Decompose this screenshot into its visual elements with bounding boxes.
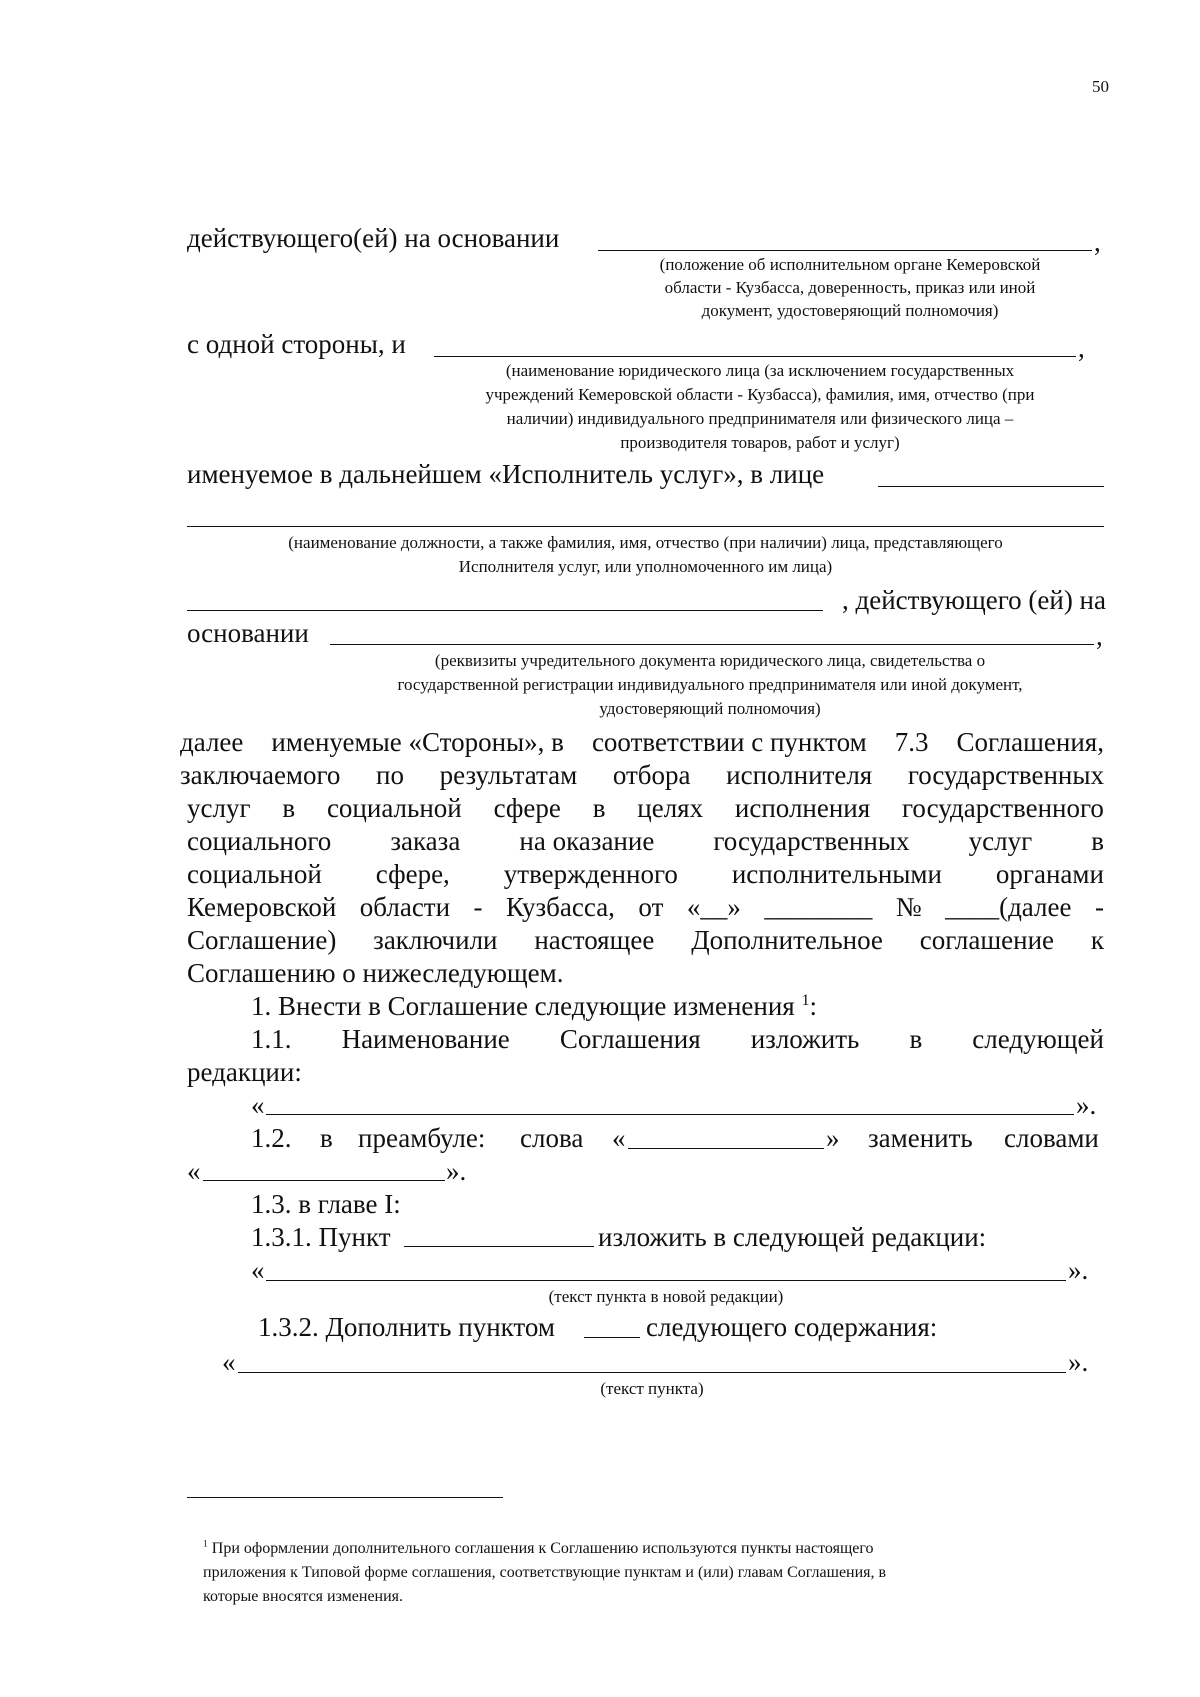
word: в (592, 793, 606, 823)
item-1-1 (251, 1023, 1104, 1055)
word: исполнительными (731, 859, 942, 889)
footnote-text-1: При оформлении дополнительного соглашения к Соглашению используются пункты настоящего (211, 1540, 874, 1557)
block2-note-3: наличии) индивидуального предпринимателя или физического лица – (506, 409, 1014, 428)
item-1-2-cont-open: « (187, 1156, 201, 1186)
quote-blank-3 (238, 1372, 1066, 1373)
block3-blank-full (187, 526, 1104, 527)
word: от (638, 892, 664, 922)
item-1-2-words: слова (520, 1123, 584, 1153)
word: 7.3 (894, 727, 929, 757)
item-1-2-num: 1.2. (251, 1123, 292, 1153)
word: именуемые «Стороны», в (271, 727, 564, 757)
word: заключаемого (180, 760, 341, 790)
word: сфере, (375, 859, 450, 889)
paragraph-line-3 (187, 792, 1104, 824)
word: сфере (493, 793, 561, 823)
quote-open-2: « (251, 1255, 265, 1285)
footnote-ref: 1 (801, 991, 810, 1009)
item-1-3-2-a: 1.3.2. Дополнить пунктом (258, 1312, 555, 1342)
item-1-text: 1. Внести в Соглашение следующие изменения (251, 991, 795, 1021)
block2-note-4: производителя товаров, работ и услуг) (620, 433, 900, 452)
word: государственных (713, 826, 910, 856)
item-1-3-1-note: (текст пункта в новой редакции) (548, 1287, 784, 1306)
paragraph-line-5 (187, 858, 1104, 890)
block2-lead: с одной стороны, и (187, 329, 406, 359)
block1-note-3: документ, удостоверяющий полномочия) (701, 301, 999, 320)
block1-comma: , (1094, 227, 1101, 257)
block4-comma: , (1096, 621, 1103, 651)
item-1-2-blank-1 (628, 1148, 824, 1149)
word: далее (180, 727, 244, 757)
word: услуг (187, 793, 251, 823)
word: ____(далее (945, 892, 1072, 922)
item-1-3-2-note: (текст пункта) (600, 1379, 704, 1398)
word: Соглашение) (187, 925, 337, 955)
item-1-2-replace: заменить (868, 1123, 973, 1153)
item-1-2-blank-2 (203, 1180, 445, 1181)
footnote-mark: 1 (203, 1538, 208, 1550)
footnote-line-1 (203, 1538, 1106, 1559)
block2-note-1: (наименование юридического лица (за исключением государственных (505, 361, 1015, 380)
word: услуг (968, 826, 1033, 856)
word: следующей (972, 1024, 1104, 1054)
paragraph-line-6 (187, 891, 1104, 923)
word: Соглашения, (956, 727, 1104, 757)
word: органами (995, 859, 1104, 889)
paragraph-line-4 (187, 825, 1104, 857)
footnote-line-1-body (203, 1538, 874, 1559)
word: государственных (907, 760, 1104, 790)
word: области (359, 892, 451, 922)
footnote-separator (187, 1497, 503, 1498)
block4-lead: основании (187, 618, 309, 648)
word: настоящее (534, 925, 655, 955)
block3-lead: именуемое в дальнейшем «Исполнитель услуг», в лице (187, 459, 825, 489)
word: утвержденного (503, 859, 678, 889)
word: к (1090, 925, 1104, 955)
item-1-3: 1.3. в главе I: (251, 1189, 401, 1219)
word: заключили (373, 925, 498, 955)
word: 1.1. (251, 1024, 292, 1054)
word: - (473, 892, 483, 922)
word: социального (187, 826, 332, 856)
block2-blank-line (434, 356, 1076, 357)
word: исполнителя (726, 760, 873, 790)
item-1-colon: : (809, 991, 818, 1021)
block1-lead: действующего(ей) на основании (187, 223, 560, 253)
item-1-3-2-blank (584, 1337, 640, 1338)
word: отбора (612, 760, 691, 790)
page-number: 50 (1092, 77, 1109, 96)
word: Дополнительное (691, 925, 883, 955)
block4-note-2: государственной регистрации индивидуального предпринимателя или иной документ, (397, 675, 1023, 694)
block4-blank-1 (187, 610, 823, 611)
word: в (1091, 826, 1104, 856)
word: соответствии с пунктом (591, 727, 867, 757)
item-1-2-quote-open: « (612, 1123, 626, 1153)
item-1-3-1-a: 1.3.1. Пункт (251, 1222, 391, 1252)
block4-note-3: удостоверяющий полномочия) (599, 699, 821, 718)
word: № (895, 892, 922, 922)
block4-note-1: (реквизиты учредительного документа юридического лица, свидетельства о (434, 651, 986, 670)
word: социальной (187, 859, 322, 889)
word: ________ (764, 892, 873, 922)
word: результатам (439, 760, 578, 790)
item-1-2-with-words: словами (1004, 1123, 1099, 1153)
paragraph-line-7 (187, 924, 1104, 956)
word: социальной (326, 793, 462, 823)
word: на оказание (519, 826, 655, 856)
quote-open-1: « (251, 1090, 265, 1120)
word: государственного (902, 793, 1104, 823)
item-1-2-quote-close: » (826, 1123, 840, 1153)
block3-note-1: (наименование должности, а также фамилия, имя, отчество (при наличии) лица, представляющего (288, 533, 1003, 552)
item-1-3-1-blank (404, 1246, 594, 1247)
item-1-1-cont: редакции: (187, 1057, 302, 1087)
item-1 (251, 990, 817, 1022)
paragraph-line-1 (180, 726, 1104, 758)
footnote-line-2: приложения к Типовой форме соглашения, соответствующие пунктам и (или) главам Соглашения, в (203, 1564, 887, 1581)
word: целях (637, 793, 704, 823)
item-1-3-1-b: изложить в следующей редакции: (598, 1222, 987, 1252)
word: Кемеровской (187, 892, 337, 922)
block4-blank-2 (330, 644, 1094, 645)
block4-acting: , действующего (ей) на (842, 585, 1106, 615)
word: «__» (686, 892, 741, 922)
word: изложить (750, 1024, 860, 1054)
block1-blank-line (598, 250, 1092, 251)
quote-close-3: ». (1068, 1347, 1089, 1377)
block1-note-2: области - Кузбасса, доверенность, приказ или иной (664, 278, 1036, 297)
word: - (1094, 892, 1104, 922)
word: в (282, 793, 296, 823)
word: соглашение (919, 925, 1055, 955)
word: Соглашения (559, 1024, 701, 1054)
item-1-2-preamble: преамбуле: (358, 1123, 486, 1153)
block3-note-2: Исполнителя услуг, или уполномоченного им лица) (458, 557, 833, 576)
block1-note-1: (положение об исполнительном органе Кемеровской (659, 255, 1041, 274)
word: в (909, 1024, 923, 1054)
word: по (376, 760, 404, 790)
word: Кузбасса, (506, 892, 615, 922)
quote-close-2: ». (1068, 1255, 1089, 1285)
word: Наименование (341, 1024, 510, 1054)
paragraph-line-8: Соглашению о нижеследующем. (187, 958, 564, 988)
quote-blank-2 (266, 1280, 1066, 1281)
block2-note-2: учреждений Кемеровской области - Кузбасса), фамилия, имя, отчество (при (485, 385, 1035, 404)
word: исполнения (734, 793, 871, 823)
block3-blank-short (878, 486, 1104, 487)
item-1-2-cont-close: ». (446, 1156, 467, 1186)
word: заказа (390, 826, 461, 856)
item-1-2-v: в (320, 1123, 333, 1153)
paragraph-line-2 (180, 759, 1104, 791)
footnote-line-3: которые вносятся изменения. (203, 1588, 404, 1605)
quote-blank-1 (266, 1114, 1074, 1115)
quote-close-1: ». (1076, 1090, 1097, 1120)
quote-open-3: « (222, 1347, 236, 1377)
block2-comma: , (1078, 333, 1085, 363)
item-1-3-2-b: следующего содержания: (646, 1312, 938, 1342)
